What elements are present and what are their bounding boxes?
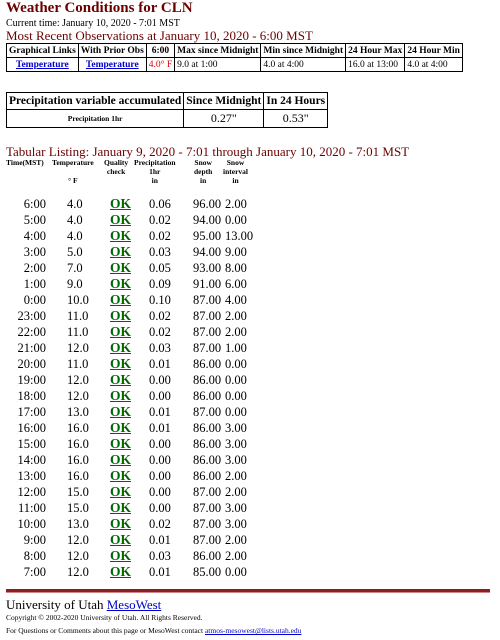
min-24-hour: 4.0 at 4:00 [405,58,463,72]
quality-check-link[interactable]: OK [110,388,132,403]
header-precipitation-unit: in [151,176,158,185]
cell-snow-interval: 6.00 [225,277,247,291]
cell-time: 0:00 [23,293,46,307]
cell-temperature: 13.0 [67,517,89,531]
quality-check-link[interactable]: OK [110,500,132,515]
cell-snow-interval: 2.00 [225,469,247,483]
min-since-midnight: 4.0 at 4:00 [261,58,346,72]
cell-precipitation: 0.02 [149,325,171,339]
quality-check-link[interactable]: OK [110,420,132,435]
copyright: Copyright © 2002-2020 University of Utah. All Rights Reserved. [6,613,203,622]
header-snow-unit: in [200,176,207,185]
cell-temperature: 4.0 [67,229,83,243]
cell-snow-interval: 0.00 [225,213,247,227]
cell-precipitation: 0.09 [149,277,171,291]
cell-time: 8:00 [23,549,46,563]
cell-snow-interval: 2.00 [225,309,247,323]
university-name: University of Utah [6,597,104,612]
cell-snow-interval: 1.00 [225,341,247,355]
cell-temperature: 12.0 [67,389,89,403]
header-interval-sub: interval [223,167,248,176]
precip-24h-value: 0.53" [264,110,328,128]
col-prior-obs: With Prior Obs [78,44,146,58]
cell-snow-interval: 3.00 [225,437,247,451]
table-row [0,276,260,292]
cell-snow-interval: 3.00 [225,501,247,515]
quality-check-link[interactable]: OK [110,436,132,451]
current-time: Current time: January 10, 2020 - 7:01 MST [6,18,180,29]
cell-precipitation: 0.03 [149,245,171,259]
cell-precipitation: 0.00 [149,501,171,515]
cell-precipitation: 0.02 [149,517,171,531]
quality-check-link[interactable]: OK [110,324,132,339]
tabular-listing [0,196,260,580]
cell-snow-interval: 2.00 [225,325,247,339]
table-row [0,308,260,324]
max-since-midnight: 9.0 at 1:00 [175,58,261,72]
header-temperature [52,158,94,185]
cell-temperature: 4.0 [67,197,83,211]
cell-precipitation: 0.00 [149,437,171,451]
table-row [0,324,260,340]
cell-temperature: 12.0 [67,565,89,579]
precip-variable-header: Precipitation variable accumulated [7,93,184,110]
cell-time: 3:00 [23,245,46,259]
observations-header-row [7,44,463,58]
cell-temperature: 10.0 [67,293,89,307]
cell-snow-interval: 3.00 [225,421,247,435]
quality-check-link[interactable]: OK [110,484,132,499]
cell-snow-interval: 0.00 [225,565,247,579]
cell-snow-interval: 8.00 [225,261,247,275]
col-current-time: 6:00 [146,44,174,58]
col-max-midnight: Max since Midnight [175,44,261,58]
table-row [0,468,260,484]
cell-time: 12:00 [17,485,46,499]
header-temperature-unit: ° F [68,176,78,185]
cell-temperature: 16.0 [67,469,89,483]
cell-snow-depth: 87.00 [193,341,222,355]
table-row [0,388,260,404]
cell-snow-depth: 87.00 [193,517,222,531]
quality-check-link[interactable]: OK [110,340,132,355]
cell-snow-interval: 13.00 [225,229,254,243]
cell-time: 1:00 [23,277,46,291]
header-precipitation-sub: 1hr [149,167,161,176]
temperature-prior-obs-link[interactable]: Temperature [85,59,139,70]
cell-temperature: 15.0 [67,501,89,515]
cell-time: 2:00 [23,261,46,275]
cell-precipitation: 0.01 [149,405,171,419]
cell-temperature: 11.0 [67,357,89,371]
temperature-graph-link[interactable]: Temperature [16,59,69,70]
cell-time: 18:00 [17,389,46,403]
table-row [0,356,260,372]
header-snow-sub: depth [194,167,213,176]
cell-temperature: 16.0 [67,421,89,435]
cell-snow-interval: 4.00 [225,293,247,307]
table-row [0,420,260,436]
cell-snow-depth: 86.00 [193,373,222,387]
precipitation-table [6,92,328,128]
current-temperature: 4.0° F [146,58,174,72]
cell-precipitation: 0.00 [149,453,171,467]
header-snow-interval [223,158,248,185]
table-row [0,292,260,308]
cell-snow-depth: 86.00 [193,437,222,451]
cell-time: 4:00 [23,229,46,243]
quality-check-link[interactable]: OK [110,260,132,275]
cell-precipitation: 0.00 [149,389,171,403]
table-row [0,436,260,452]
quality-check-link[interactable]: OK [110,532,132,547]
precip-since-midnight-header: Since Midnight [184,93,264,110]
cell-time: 20:00 [17,357,46,371]
cell-precipitation: 0.02 [149,213,171,227]
col-24h-max: 24 Hour Max [346,44,405,58]
cell-temperature: 7.0 [67,261,83,275]
cell-temperature: 16.0 [67,437,89,451]
quality-check-link[interactable]: OK [110,468,132,483]
cell-snow-interval: 9.00 [225,245,247,259]
header-quality-sub: check [106,167,126,176]
quality-check-link[interactable]: OK [110,308,132,323]
header-precipitation [134,158,176,185]
table-row [0,340,260,356]
table-row [0,372,260,388]
cell-time: 10:00 [17,517,46,531]
quality-check-link[interactable]: OK [110,276,132,291]
table-row [0,260,260,276]
cell-snow-depth: 86.00 [193,549,222,563]
cell-precipitation: 0.00 [149,469,171,483]
table-row [0,548,260,564]
header-interval-unit: in [232,176,239,185]
cell-time: 17:00 [17,405,46,419]
cell-snow-depth: 94.00 [193,213,222,227]
cell-temperature: 12.0 [67,341,89,355]
cell-precipitation: 0.03 [149,341,171,355]
table-row [0,500,260,516]
cell-snow-depth: 87.00 [193,405,222,419]
tabular-listing-heading: Tabular Listing: January 9, 2020 - 7:01 through January 10, 2020 - 7:01 MST [6,144,410,159]
table-row [0,484,260,500]
col-min-midnight: Min since Midnight [261,44,346,58]
prior-obs-link-cell [78,58,146,72]
precip-since-midnight-value: 0.27" [184,110,264,128]
header-time [6,158,44,167]
cell-temperature: 12.0 [67,373,89,387]
header-quality-label: Quality [104,158,129,167]
cell-snow-depth: 91.00 [193,277,222,291]
cell-temperature: 9.0 [67,277,83,291]
cell-time: 11:00 [17,501,46,515]
col-24h-min: 24 Hour Min [405,44,463,58]
cell-snow-interval: 0.00 [225,373,247,387]
cell-temperature: 5.0 [67,245,83,259]
cell-snow-interval: 3.00 [225,517,247,531]
quality-check-link[interactable]: OK [110,452,132,467]
footer-divider [6,589,490,593]
cell-precipitation: 0.01 [149,421,171,435]
cell-snow-depth: 94.00 [193,245,222,259]
cell-temperature: 12.0 [67,533,89,547]
col-graphical-links: Graphical Links [7,44,79,58]
cell-snow-interval: 2.00 [225,533,247,547]
table-row [0,228,260,244]
cell-snow-interval: 3.00 [225,453,247,467]
cell-snow-depth: 86.00 [193,357,222,371]
header-quality [104,158,128,176]
precipitation-data-row [7,110,328,128]
cell-precipitation: 0.02 [149,229,171,243]
cell-snow-interval: 0.00 [225,389,247,403]
cell-temperature: 13.0 [67,405,89,419]
cell-time: 5:00 [23,213,46,227]
cell-temperature: 16.0 [67,453,89,467]
table-row [0,452,260,468]
header-snow-label: Snow [194,158,212,167]
cell-precipitation: 0.05 [149,261,171,275]
header-interval-label: Snow [226,158,245,167]
cell-snow-depth: 87.00 [193,309,222,323]
contact-text: For Questions or Comments about this page or MesoWest contact [6,626,204,635]
cell-temperature: 12.0 [67,549,89,563]
cell-precipitation: 0.10 [149,293,171,307]
cell-snow-depth: 87.00 [193,325,222,339]
cell-time: 13:00 [17,469,46,483]
cell-precipitation: 0.03 [149,549,171,563]
header-time-label: Time(MST) [6,158,44,167]
cell-temperature: 11.0 [67,309,89,323]
contact-email-link[interactable]: atmos-mesowest@lists.utah.edu [204,626,302,635]
cell-snow-depth: 85.00 [193,565,222,579]
cell-snow-depth: 93.00 [193,261,222,275]
table-row [0,212,260,228]
precip-row-label: Precipitation 1hr [7,110,184,128]
header-temperature-label: Temperature [52,158,94,167]
cell-snow-depth: 87.00 [193,485,222,499]
observations-table [6,43,463,72]
cell-precipitation: 0.06 [149,197,171,211]
cell-time: 16:00 [17,421,46,435]
table-row [0,532,260,548]
quality-check-link[interactable]: OK [110,292,132,307]
cell-time: 7:00 [23,565,46,579]
cell-snow-interval: 0.00 [225,357,247,371]
cell-snow-depth: 95.00 [193,229,222,243]
quality-check-link[interactable]: OK [110,212,132,227]
quality-check-link[interactable]: OK [110,564,132,579]
precip-24h-header: In 24 Hours [264,93,328,110]
cell-time: 14:00 [17,453,46,467]
table-row [0,196,260,212]
graphical-link-cell [7,58,79,72]
quality-check-link[interactable]: OK [110,404,132,419]
cell-snow-depth: 86.00 [193,469,222,483]
footer-university [6,597,161,613]
page-title: Weather Conditions for CLN [6,0,193,16]
cell-temperature: 15.0 [67,485,89,499]
recent-observations-heading: Most Recent Observations at January 10, 2020 - 6:00 MST [6,28,313,43]
cell-precipitation: 0.00 [149,485,171,499]
cell-temperature: 4.0 [67,213,83,227]
cell-time: 23:00 [17,309,46,323]
cell-precipitation: 0.01 [149,357,171,371]
cell-snow-depth: 86.00 [193,421,222,435]
cell-snow-depth: 87.00 [193,501,222,515]
table-row [0,564,260,580]
quality-check-link[interactable]: OK [110,372,132,387]
table-row [0,404,260,420]
cell-time: 9:00 [23,533,46,547]
cell-time: 15:00 [17,437,46,451]
cell-snow-depth: 87.00 [193,533,222,547]
mesowest-link[interactable]: MesoWest [106,597,162,612]
cell-snow-depth: 86.00 [193,453,222,467]
cell-precipitation: 0.00 [149,373,171,387]
contact-line [6,626,301,635]
table-row [0,244,260,260]
cell-precipitation: 0.01 [149,533,171,547]
cell-snow-interval: 2.00 [225,485,247,499]
cell-snow-interval: 2.00 [225,197,247,211]
cell-temperature: 11.0 [67,325,89,339]
quality-check-link[interactable]: OK [110,244,132,259]
quality-check-link[interactable]: OK [110,196,132,211]
cell-snow-depth: 87.00 [193,293,222,307]
cell-snow-interval: 0.00 [225,405,247,419]
header-snow-depth [194,158,212,185]
quality-check-link[interactable]: OK [110,548,132,563]
quality-check-link[interactable]: OK [110,228,132,243]
observations-data-row [7,58,463,72]
max-24-hour: 16.0 at 13:00 [346,58,405,72]
table-row [0,516,260,532]
cell-snow-interval: 2.00 [225,549,247,563]
cell-time: 6:00 [23,197,46,211]
cell-snow-depth: 86.00 [193,389,222,403]
quality-check-link[interactable]: OK [110,356,132,371]
quality-check-link[interactable]: OK [110,516,132,531]
header-precipitation-label: Precipitation [134,158,176,167]
precipitation-header-row [7,93,328,110]
cell-time: 19:00 [17,373,46,387]
cell-snow-depth: 96.00 [193,197,222,211]
cell-precipitation: 0.01 [149,565,171,579]
cell-time: 21:00 [17,341,46,355]
cell-time: 22:00 [17,325,46,339]
cell-precipitation: 0.02 [149,309,171,323]
